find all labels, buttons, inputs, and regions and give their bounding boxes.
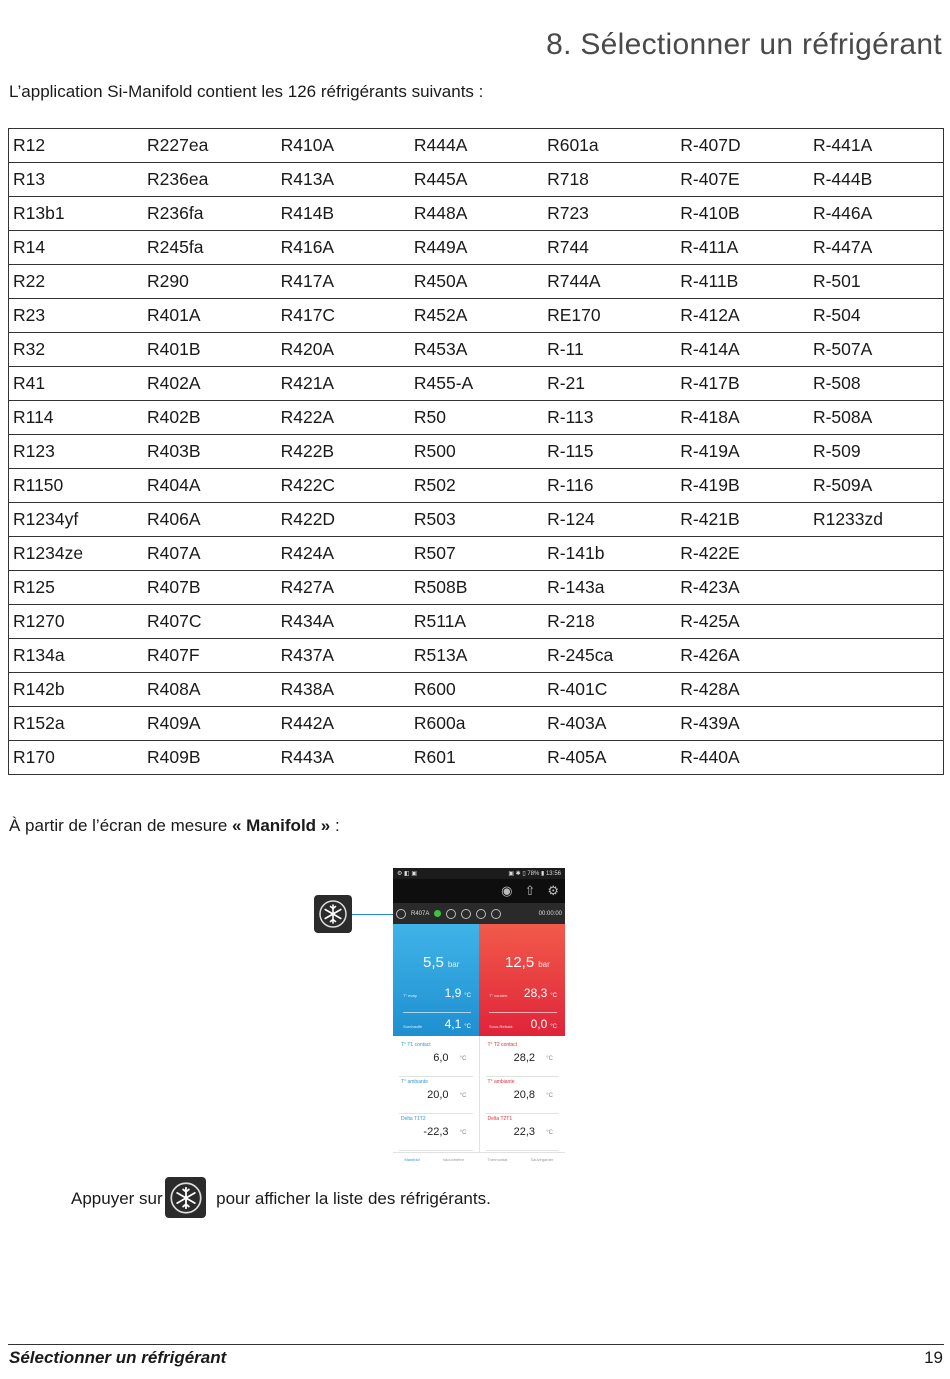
table-cell: R422C	[277, 469, 410, 503]
table-cell: R-417B	[676, 367, 809, 401]
table-cell: R453A	[410, 333, 543, 367]
table-row	[9, 707, 944, 741]
status-dot	[434, 910, 441, 917]
footer-section-title: Sélectionner un réfrigérant	[9, 1348, 227, 1367]
reading-unit: °C	[546, 1130, 553, 1136]
table-cell: R1234yf	[9, 503, 144, 537]
table-cell: R-412A	[676, 299, 809, 333]
manifold-toolbar	[393, 903, 565, 924]
table-cell: R-113	[543, 401, 676, 435]
table-cell	[809, 673, 944, 707]
table-cell: R22	[9, 265, 144, 299]
snowflake-icon	[165, 1177, 206, 1218]
high-unit1: °C	[550, 993, 557, 999]
table-cell: R-245ca	[543, 639, 676, 673]
table-cell: R13b1	[9, 197, 144, 231]
wave-icon[interactable]	[446, 909, 456, 919]
reading-unit: °C	[546, 1093, 553, 1099]
reading-label: T° T2 contact	[487, 1042, 518, 1048]
table-cell: R422A	[277, 401, 410, 435]
table-cell: R503	[410, 503, 543, 537]
table-cell: R427A	[277, 571, 410, 605]
tab-bar	[393, 1152, 565, 1165]
table-cell: R-509	[809, 435, 944, 469]
table-cell: R407B	[143, 571, 277, 605]
table-cell: R401B	[143, 333, 277, 367]
table-cell: R422D	[277, 503, 410, 537]
table-cell: R-447A	[809, 231, 944, 265]
stop-icon[interactable]	[491, 909, 501, 919]
low-unit1: °C	[464, 993, 471, 999]
table-cell: R-410B	[676, 197, 809, 231]
table-cell: R290	[143, 265, 277, 299]
table-cell: R41	[9, 367, 144, 401]
callout-line	[352, 914, 398, 915]
snowflake-icon	[314, 895, 352, 933]
table-cell: R-507A	[809, 333, 944, 367]
table-cell	[809, 741, 944, 775]
high-unit2: °C	[550, 1024, 557, 1030]
reading-unit: °C	[459, 1130, 467, 1136]
table-cell: R-116	[543, 469, 676, 503]
table-cell: R142b	[9, 673, 144, 707]
table-row	[9, 571, 944, 605]
snowflake-icon[interactable]	[396, 909, 406, 919]
table-cell: R452A	[410, 299, 543, 333]
table-cell: R12	[9, 129, 144, 163]
list-icon[interactable]	[461, 909, 471, 919]
low-val2: 4,1	[444, 1017, 462, 1031]
high-label1: T° conden.	[489, 993, 509, 998]
table-cell: R417C	[277, 299, 410, 333]
table-cell: R409A	[143, 707, 277, 741]
reading-value: 20,0	[427, 1089, 449, 1101]
table-cell: R-426A	[676, 639, 809, 673]
table-row	[9, 503, 944, 537]
reading-cell	[399, 1114, 473, 1151]
high-pressure-unit: bar	[538, 960, 550, 969]
table-cell: R-444B	[809, 163, 944, 197]
tab-0[interactable]: Manifold	[404, 1157, 420, 1162]
table-cell: R1270	[9, 605, 144, 639]
low-pressure-value: 5,5	[423, 954, 444, 971]
tab-1[interactable]: Vacuomètre	[442, 1157, 465, 1162]
table-cell: R444A	[410, 129, 543, 163]
table-row	[9, 129, 944, 163]
table-cell: R445A	[410, 163, 543, 197]
table-cell: R-115	[543, 435, 676, 469]
table-row	[9, 673, 944, 707]
share-icon[interactable]: ⇧	[524, 883, 536, 898]
table-cell: R406A	[143, 503, 277, 537]
reading-unit: °C	[459, 1093, 467, 1099]
reading-value: -22,3	[423, 1126, 449, 1138]
table-cell: R442A	[277, 707, 410, 741]
left-readings	[393, 1036, 479, 1152]
reading-label: T° ambiante	[401, 1079, 429, 1085]
reading-unit: °C	[459, 1056, 467, 1062]
high-pressure-value: 12,5	[505, 954, 535, 971]
table-cell: R407F	[143, 639, 277, 673]
table-cell: R-418A	[676, 401, 809, 435]
table-cell	[809, 537, 944, 571]
table-cell: R-441A	[809, 129, 944, 163]
refrigerant-label[interactable]: R407A	[411, 910, 430, 917]
table-cell: R-143a	[543, 571, 676, 605]
table-cell: R-411B	[676, 265, 809, 299]
reading-value: 20,8	[513, 1089, 535, 1101]
table-cell: R408A	[143, 673, 277, 707]
low-label1: T° evap	[403, 993, 417, 998]
table-cell: R-407E	[676, 163, 809, 197]
manifold-instruction	[9, 816, 340, 836]
table-cell: R-411A	[676, 231, 809, 265]
table-cell: R402A	[143, 367, 277, 401]
table-cell: R1150	[9, 469, 144, 503]
table-cell: R443A	[277, 741, 410, 775]
table-cell: R236ea	[143, 163, 277, 197]
table-cell: R407A	[143, 537, 277, 571]
table-cell: R-422E	[676, 537, 809, 571]
table-cell: R511A	[410, 605, 543, 639]
low-pressure-panel	[393, 924, 479, 1036]
reading-value: 6,0	[433, 1052, 449, 1064]
table-cell: R424A	[277, 537, 410, 571]
table-cell: R500	[410, 435, 543, 469]
table-row	[9, 197, 944, 231]
table-cell: R-218	[543, 605, 676, 639]
table-cell: R134a	[9, 639, 144, 673]
low-label2: Surchauffe	[403, 1024, 423, 1029]
table-cell: R-11	[543, 333, 676, 367]
table-cell: R-504	[809, 299, 944, 333]
tab-3[interactable]: Sauvegarder	[530, 1157, 554, 1162]
table-cell: R403B	[143, 435, 277, 469]
table-cell: R-414A	[676, 333, 809, 367]
table-cell: R-439A	[676, 707, 809, 741]
high-label2: Sous-Refroid.	[489, 1024, 514, 1029]
tab-2[interactable]: Thermostat	[487, 1157, 508, 1162]
table-cell: R438A	[277, 673, 410, 707]
table-row	[9, 265, 944, 299]
table-cell: R410A	[277, 129, 410, 163]
table-cell: R416A	[277, 231, 410, 265]
table-cell	[809, 605, 944, 639]
table-cell: R437A	[277, 639, 410, 673]
table-cell: R-21	[543, 367, 676, 401]
table-cell: R-401C	[543, 673, 676, 707]
table-cell: R422B	[277, 435, 410, 469]
table-cell: R-428A	[676, 673, 809, 707]
table-cell: R507	[410, 537, 543, 571]
table-cell: R13	[9, 163, 144, 197]
table-row	[9, 163, 944, 197]
table-cell: R414B	[277, 197, 410, 231]
table-cell: R409B	[143, 741, 277, 775]
instruction-prefix: À partir de l’écran de mesure	[9, 816, 232, 835]
timer: 00:00:00	[538, 910, 562, 917]
low-pressure-unit: bar	[447, 960, 460, 969]
table-row	[9, 639, 944, 673]
table-cell: R227ea	[143, 129, 277, 163]
table-row	[9, 605, 944, 639]
high-val1: 28,3	[523, 986, 548, 1000]
table-cell: R407C	[143, 605, 277, 639]
table-cell: R600a	[410, 707, 543, 741]
table-cell: R-509A	[809, 469, 944, 503]
table-cell: R-403A	[543, 707, 676, 741]
table-row	[9, 333, 944, 367]
table-cell: R32	[9, 333, 144, 367]
right-readings	[479, 1036, 566, 1152]
camera-icon[interactable]: ◉	[501, 883, 513, 898]
press-prefix: Appuyer sur	[71, 1189, 163, 1208]
table-cell: R-508A	[809, 401, 944, 435]
table-cell: R450A	[410, 265, 543, 299]
low-val1: 1,9	[444, 986, 462, 1000]
intro-text: L’application Si-Manifold contient les 126 réfrigérants suivants :	[9, 82, 484, 101]
table-cell: R-446A	[809, 197, 944, 231]
table-cell: RE170	[543, 299, 676, 333]
table-cell: R502	[410, 469, 543, 503]
table-cell: R601a	[543, 129, 676, 163]
phone-screenshot	[393, 868, 565, 1165]
table-cell: R-419A	[676, 435, 809, 469]
press-suffix: pour afficher la liste des réfrigérants.	[216, 1189, 491, 1208]
press-instruction	[71, 1189, 491, 1209]
table-cell: R601	[410, 741, 543, 775]
table-cell: R744	[543, 231, 676, 265]
table-row	[9, 741, 944, 775]
table-cell: R417A	[277, 265, 410, 299]
table-row	[9, 231, 944, 265]
instruction-bold: « Manifold »	[232, 816, 331, 835]
table-row	[9, 367, 944, 401]
table-cell: R245fa	[143, 231, 277, 265]
low-unit2: °C	[464, 1024, 471, 1030]
table-cell: R744A	[543, 265, 676, 299]
table-cell: R513A	[410, 639, 543, 673]
reading-cell	[399, 1040, 473, 1077]
reading-cell	[486, 1077, 560, 1114]
reading-value: 22,3	[513, 1126, 535, 1138]
table-cell: R-501	[809, 265, 944, 299]
table-cell: R-419B	[676, 469, 809, 503]
table-cell: R123	[9, 435, 144, 469]
reading-label: Delta T2T1	[487, 1116, 513, 1122]
table-cell: R-440A	[676, 741, 809, 775]
table-cell: R-508	[809, 367, 944, 401]
table-cell: R1233zd	[809, 503, 944, 537]
reading-cell	[486, 1114, 560, 1151]
table-cell	[809, 707, 944, 741]
table-cell: R1234ze	[9, 537, 144, 571]
table-cell: R-425A	[676, 605, 809, 639]
table-cell	[809, 571, 944, 605]
reading-cell	[399, 1077, 473, 1114]
record-icon[interactable]	[476, 909, 486, 919]
table-cell: R420A	[277, 333, 410, 367]
app-bar	[393, 879, 565, 903]
reading-label: T° ambiante	[487, 1079, 515, 1085]
status-bar	[393, 868, 565, 879]
table-cell: R-407D	[676, 129, 809, 163]
reading-label: T° T1 contact	[401, 1042, 431, 1048]
table-row	[9, 435, 944, 469]
table-cell: R421A	[277, 367, 410, 401]
instruction-suffix: :	[330, 816, 340, 835]
table-cell: R404A	[143, 469, 277, 503]
status-right: ▣ ✱ ▯ 78% ▮ 13:56	[508, 871, 561, 877]
table-cell: R508B	[410, 571, 543, 605]
refrigerant-table	[8, 128, 944, 775]
table-cell: R434A	[277, 605, 410, 639]
gear-icon[interactable]: ⚙	[547, 883, 559, 898]
reading-cell	[486, 1040, 560, 1077]
table-cell: R170	[9, 741, 144, 775]
table-cell: R152a	[9, 707, 144, 741]
table-cell: R600	[410, 673, 543, 707]
table-row	[9, 469, 944, 503]
table-cell: R-421B	[676, 503, 809, 537]
table-cell: R-423A	[676, 571, 809, 605]
table-cell: R-141b	[543, 537, 676, 571]
table-cell: R23	[9, 299, 144, 333]
table-cell: R401A	[143, 299, 277, 333]
table-cell: R723	[543, 197, 676, 231]
table-cell: R-405A	[543, 741, 676, 775]
table-cell: R448A	[410, 197, 543, 231]
table-cell: R114	[9, 401, 144, 435]
table-cell: R125	[9, 571, 144, 605]
table-cell: R236fa	[143, 197, 277, 231]
table-cell: R50	[410, 401, 543, 435]
high-pressure-panel	[479, 924, 565, 1036]
page-number: 19	[924, 1348, 943, 1367]
table-cell	[809, 639, 944, 673]
high-val2: 0,0	[530, 1017, 548, 1031]
table-cell: R455-A	[410, 367, 543, 401]
footer-rule	[8, 1344, 944, 1345]
reading-value: 28,2	[513, 1052, 535, 1064]
reading-label: Delta T1T2	[401, 1116, 426, 1122]
table-cell: R413A	[277, 163, 410, 197]
table-cell: R-124	[543, 503, 676, 537]
table-row	[9, 299, 944, 333]
table-cell: R14	[9, 231, 144, 265]
table-cell: R449A	[410, 231, 543, 265]
status-left: ⚙ ◧ ▣	[397, 871, 418, 877]
table-row	[9, 401, 944, 435]
table-cell: R718	[543, 163, 676, 197]
reading-unit: °C	[546, 1056, 553, 1062]
table-cell: R402B	[143, 401, 277, 435]
table-row	[9, 537, 944, 571]
page-title: 8. Sélectionner un réfrigérant	[546, 28, 942, 61]
